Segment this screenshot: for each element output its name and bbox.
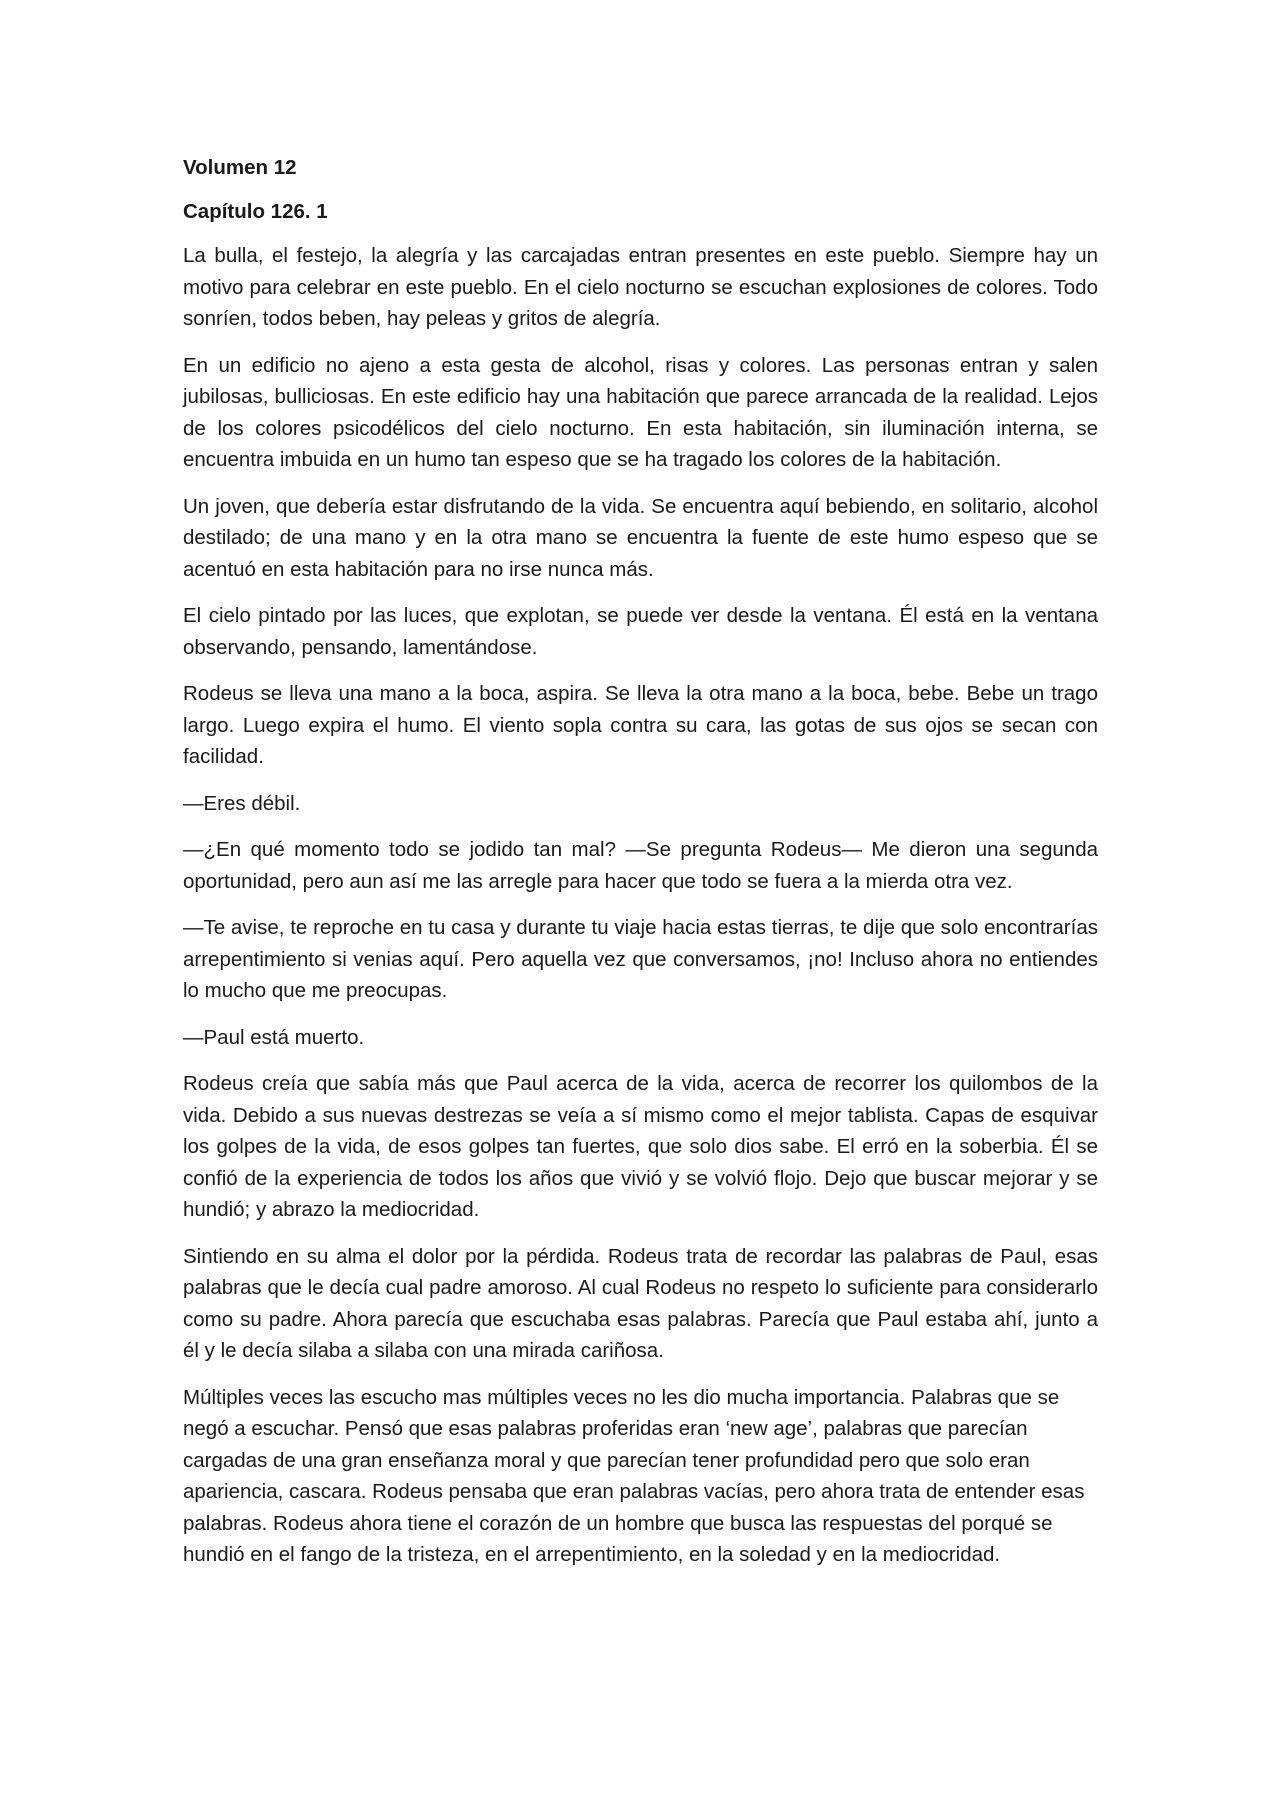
document-page [183, 152, 1098, 1586]
paragraph: Un joven, que debería estar disfrutando de la vida. Se encuentra aquí bebiendo, en solitario, alcohol destilado; de una mano y en la otra mano se encuentra la fuente de este humo espeso que se acentuó en esta habitación para no irse nunca más. [183, 494, 1098, 581]
volume-heading: Volumen 12 [183, 156, 297, 179]
dialogue-line: —Te avise, te reproche en tu casa y durante tu viaje hacia estas tierras, te dije que solo encontrarías arrepentimiento si venias aquí. Pero aquella vez que conversamos, ¡no! Incluso ahora no entiendes lo mucho que me preocupas. [183, 916, 1098, 1002]
chapter-heading: Capítulo 126. 1 [183, 200, 328, 223]
dialogue-line: —¿En qué momento todo se jodido tan mal? —Se pregunta Rodeus— Me dieron una segunda oportunidad, pero aun así me las arregle para hacer que todo se fuera a la mierda otra vez. [183, 838, 1098, 893]
paragraph: En un edificio no ajeno a esta gesta de alcohol, risas y colores. Las personas entran y salen jubilosas, bulliciosas. En este edificio hay una habitación que parece arrancada de la realidad. Lejos de los colores psicodélicos del cielo nocturno. En esta habitación, sin iluminación interna, se encuentra imbuida en un humo tan espeso que se ha tragado los colores de la habitación. [183, 353, 1098, 471]
dialogue-line: —Paul está muerto. [183, 1025, 365, 1049]
paragraph: La bulla, el festejo, la alegría y las carcajadas entran presentes en este pueblo. Siempre hay un motivo para celebrar en este pueblo. En el cielo nocturno se escuchan explosiones de colores. Todo sonríen, todos beben, hay peleas y gritos de alegría. [183, 244, 1098, 330]
paragraph: Rodeus creía que sabía más que Paul acerca de la vida, acerca de recorrer los quilombos de la vida. Debido a sus nuevas destrezas se veía a sí mismo como el mejor tablista. Capas de esquivar los golpes de la vida, de esos golpes tan fuertes, que solo dios sabe. El erró en la soberbia. Él se confió de la experiencia de todos los años que vivió y se volvió flojo. Dejo que buscar mejorar y se hundió; y abrazo la mediocridad. [183, 1072, 1098, 1221]
paragraph: El cielo pintado por las luces, que explotan, se puede ver desde la ventana. Él está en la ventana observando, pensando, lamentándose. [183, 604, 1098, 659]
dialogue-line: —Eres débil. [183, 791, 301, 815]
paragraph: Múltiples veces las escucho mas múltiples veces no les dio mucha importancia. Palabras que se negó a escuchar. Pensó que esas palabras proferidas eran ‘new age’, palabras que parecían cargadas de una gran enseñanza moral y que parecían tener profundidad pero que solo eran apariencia, cascara. Rodeus pensaba que eran palabras vacías, pero ahora trata de entender esas palabras. Rodeus ahora tiene el corazón de un hombre que busca las respuestas del porqué se hundió en el fango de la tristeza, en el arrepentimiento, en la soledad y en la mediocridad. [183, 1385, 1085, 1566]
paragraph: Rodeus se lleva una mano a la boca, aspira. Se lleva la otra mano a la boca, bebe. Bebe un trago largo. Luego expira el humo. El viento sopla contra su cara, las gotas de sus ojos se secan con facilidad. [183, 682, 1098, 768]
paragraph: Sintiendo en su alma el dolor por la pérdida. Rodeus trata de recordar las palabras de Paul, esas palabras que le decía cual padre amoroso. Al cual Rodeus no respeto lo suficiente para considerarlo como su padre. Ahora parecía que escuchaba esas palabras. Parecía que Paul estaba ahí, junto a él y le decía silaba a silaba con una mirada cariñosa. [183, 1244, 1098, 1362]
